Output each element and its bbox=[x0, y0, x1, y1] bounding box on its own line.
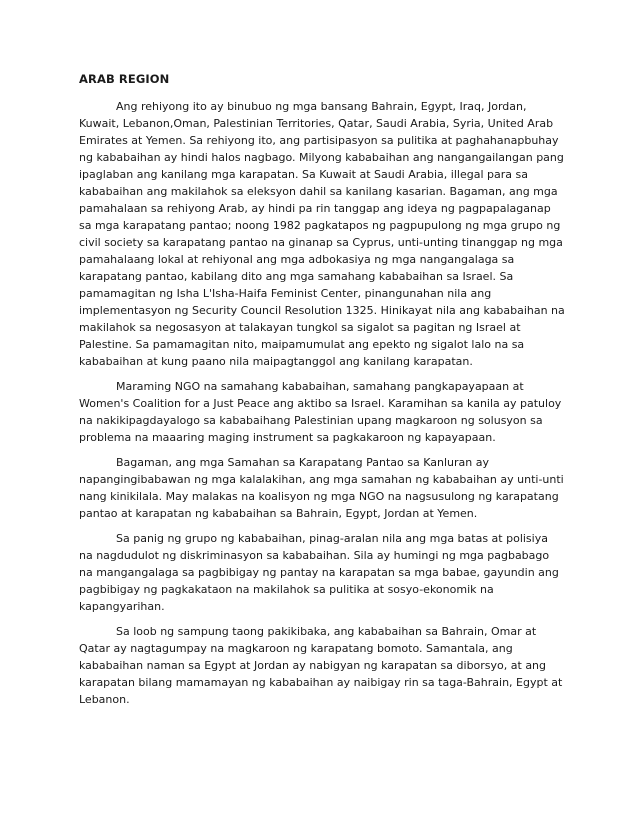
paragraph-2: Maraming NGO na samahang kababaihan, samahang pangkapayapaan at Women's Coalition for a Just Peace ang aktibo sa Israel. Karamihan sa kanila ay patuloy na nakikipagdayalogo sa kababaihang Palestinian upang magkaroon ng solusyon sa problema na maaaring maging instrument sa pagkakaroon ng kapayapaan. bbox=[79, 380, 562, 444]
document-body bbox=[79, 71, 565, 716]
paragraph-4: Sa panig ng grupo ng kababaihan, pinag-aralan nila ang mga batas at polisiya na nagdudulot ng diskriminasyon sa kababaihan. Sila ay humingi ng mga pagbabago na mangangalaga sa pagbibigay ng pantay na karapatan sa mga babae, gayundin ang pagbibigay ng pagkakataon na makilahok sa pulitika at sosyo-ekonomik na kapangyarihan. bbox=[79, 532, 559, 613]
paragraph-3: Bagaman, ang mga Samahan sa Karapatang Pantao sa Kanluran ay napangingibabawan ng mga kalalakihan, ang mga samahan ng kababaihan ay unti-unti nang kinikilala. May malakas na koalisyon ng mga NGO na nagsusulong ng karapatang pantao at karapatan ng kababaihan sa Bahrain, Egypt, Jordan at Yemen. bbox=[79, 456, 564, 520]
paragraph-1: Ang rehiyong ito ay binubuo ng mga bansang Bahrain, Egypt, Iraq, Jordan, Kuwait, Lebanon,Oman, Palestinian Territories, Qatar, Saudi Arabia, Syria, United Arab Emirates at Yemen. Sa rehiyong ito, ang partisipasyon sa pulitika at paghahanapbuhay ng kababaihan ay hindi halos nagbago. Milyong kababaihan ang nangangailangan pang ipaglaban ang kanilang mga karapatan. Sa Kuwait at Saudi Arabia, illegal para sa kababaihan ang makilahok sa eleksyon dahil sa kanilang kasarian. Bagaman, ang mga pamahalaan sa rehiyong Arab, ay hindi pa rin tanggap ang ideya ng pagpapalaganap sa mga karapatang pantao; noong 1982 pagkatapos ng pagpupulong ng mga grupo ng civil society sa karapatang pantao na ginanap sa Cyprus, unti-unting tinanggap ng mga pamahalaang lokal at rehiyonal ang mga adbokasiya ng mga nangangalaga sa karapatang pantao, kabilang dito ang mga samahang kababaihan sa Israel. Sa pamamagitan ng Isha L'Isha-Haifa Feminist Center, pinangunahan nila ang implementasyon ng Security Council Resolution 1325. Hinikayat nila ang kababaihan na makilahok sa negosasyon at talakayan tungkol sa sigalot sa pagitan ng Israel at Palestine. Sa pamamagitan nito, maipamumulat ang epekto ng sigalot lalo na sa kababaihan at kung paano nila maipagtanggol ang kanilang karapatan. bbox=[79, 100, 565, 368]
paragraph-5: Sa loob ng sampung taong pakikibaka, ang kababaihan sa Bahrain, Omar at Qatar ay nagtagumpay na magkaroon ng karapatang bomoto. Samantala, ang kababaihan naman sa Egypt at Jordan ay nabigyan ng karapatan sa diborsyo, at ang karapatan bilang mamamayan ng kababaihan ay naibigay rin sa taga-Bahrain, Egypt at Lebanon. bbox=[79, 625, 563, 706]
section-heading: ARAB REGION bbox=[79, 72, 170, 86]
